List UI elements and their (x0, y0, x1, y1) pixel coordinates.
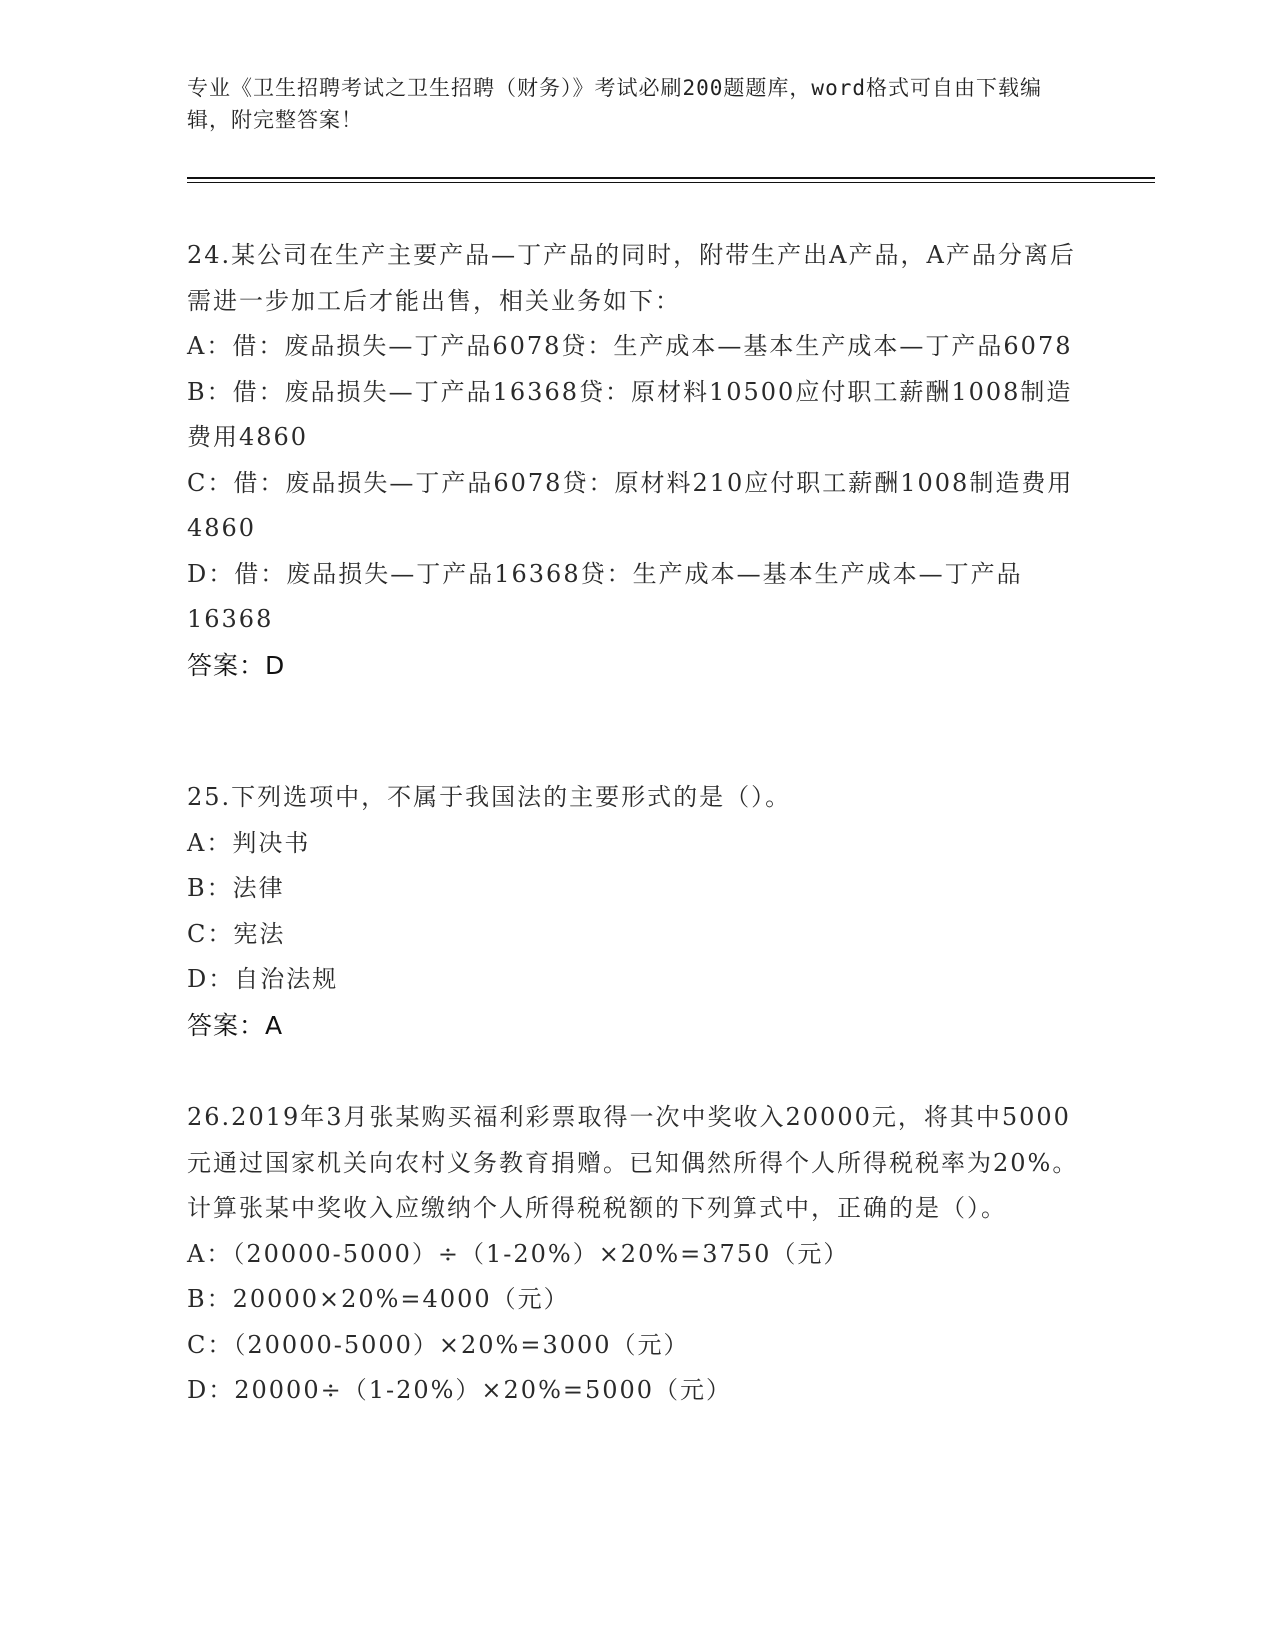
question-stem: 26.2019年3月张某购买福利彩票取得一次中奖收入20000元，将其中5000元通过国家机关向农村义务教育捐赠。已知偶然所得个人所得税税率为20%。计算张某中奖收入应缴纳个人所得税税额的下列算式中，正确的是（）。 (187, 1103, 1079, 1222)
option-b: B：20000×20%=4000（元） (187, 1285, 570, 1313)
header-divider-thick (187, 177, 1155, 179)
option-d: D：20000÷（1-20%）×20%=5000（元） (187, 1376, 733, 1404)
option-c: C：借：废品损失—丁产品6078贷：原材料210应付职工薪酬1008制造费用4860 (187, 468, 1074, 542)
option-b: B：借：废品损失—丁产品16368贷：原材料10500应付职工薪酬1008制造费用4860 (187, 377, 1073, 451)
option-c: C：宪法 (187, 919, 286, 948)
question-26 (187, 1095, 1087, 1414)
question-stem: 25.下列选项中，不属于我国法的主要形式的是（）。 (187, 783, 792, 811)
option-d: D：自治法规 (187, 965, 339, 993)
question-25 (187, 775, 1087, 1048)
option-a: A：（20000-5000）÷（1-20%）×20%=3750（元） (187, 1239, 850, 1268)
answer-label: 答案：D (187, 650, 286, 680)
question-24 (187, 233, 1087, 688)
option-c: C：（20000-5000）×20%=3000（元） (187, 1330, 690, 1359)
answer-label: 答案：A (187, 1010, 284, 1040)
document-header: 专业《卫生招聘考试之卫生招聘（财务）》考试必刷200题题库，word格式可自由下载编辑，附完整答案！ (187, 76, 1042, 132)
option-b: B：法律 (187, 874, 285, 902)
option-a: A：借：废品损失—丁产品6078贷：生产成本—基本生产成本—丁产品6078 (187, 332, 1073, 360)
option-d: D：借：废品损失—丁产品16368贷：生产成本—基本生产成本—丁产品16368 (187, 559, 1023, 633)
question-stem: 24.某公司在生产主要产品—丁产品的同时，附带生产出A产品，A产品分离后需进一步加工后才能出售，相关业务如下： (187, 241, 1076, 315)
option-a: A：判决书 (187, 828, 311, 857)
header-divider-thin (187, 182, 1155, 183)
